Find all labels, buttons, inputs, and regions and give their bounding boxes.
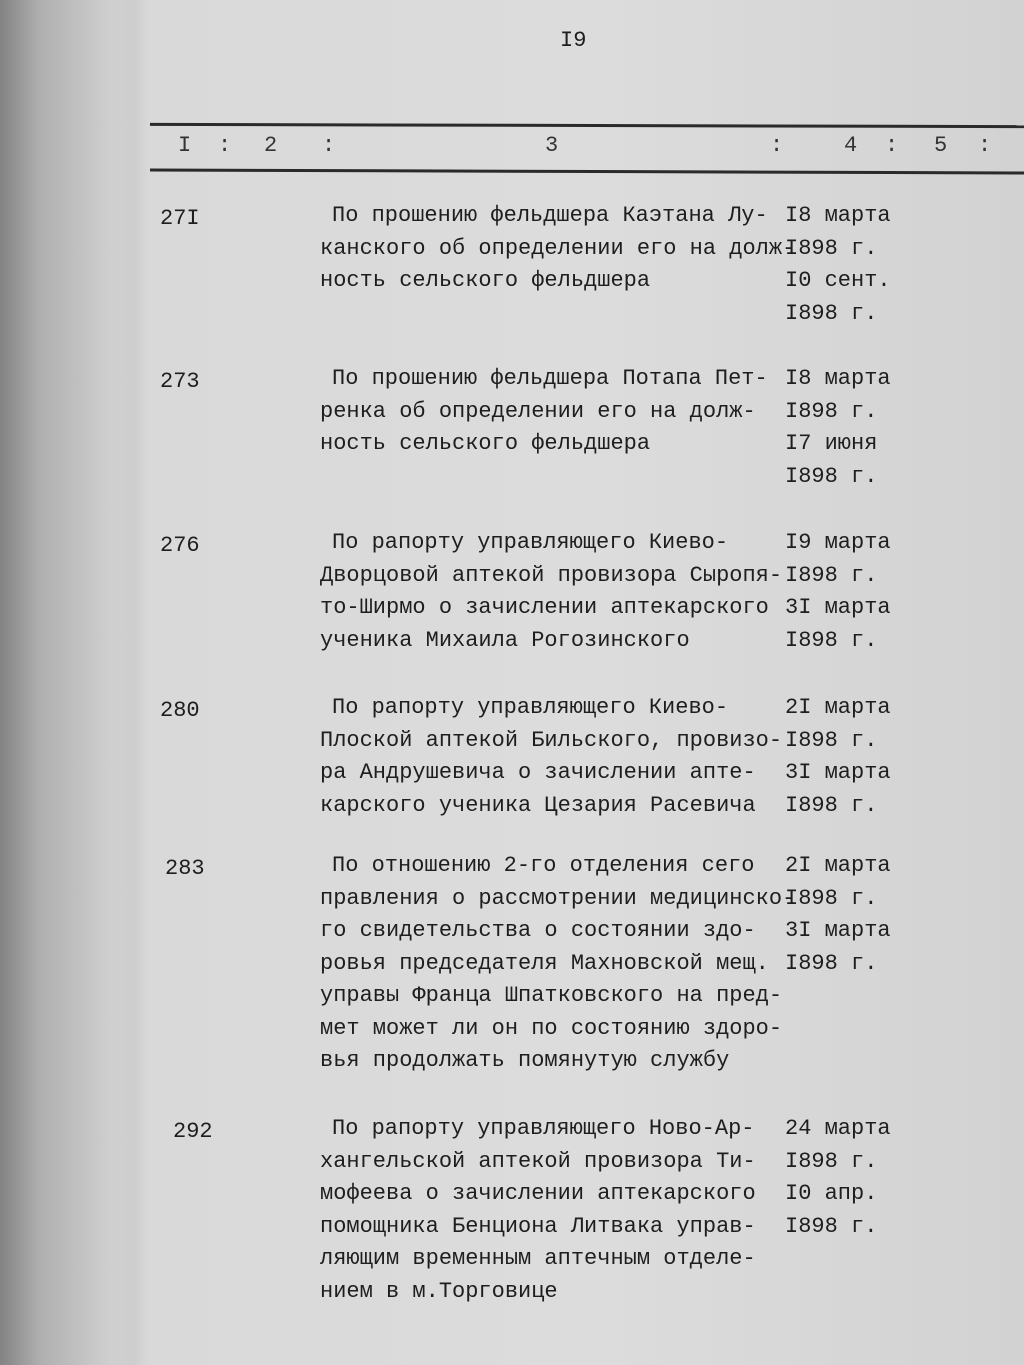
entry-text-line: По прошению фельдшера Каэтана Лу- xyxy=(332,203,768,228)
entry-text-line: ность сельского фельдшера xyxy=(320,431,651,456)
entry-number: 27I xyxy=(160,206,200,231)
entry-text-line: хангельской аптекой провизора Ти- xyxy=(320,1148,756,1174)
entry-date: 2I марта xyxy=(785,853,891,878)
header-col-2: 2 xyxy=(264,133,278,158)
header-sep: : xyxy=(978,133,992,158)
entry-text-line: По рапорту управляющего Киево- xyxy=(332,530,729,555)
entry-number: 283 xyxy=(165,856,205,881)
entry-number: 273 xyxy=(160,369,200,394)
header-top-rule xyxy=(150,123,1024,128)
entry-text-line: По прошению фельдшера Потапа Пет- xyxy=(332,366,768,391)
entry-text-line: Дворцовой аптекой провизора Сыропя- xyxy=(320,562,783,588)
entry-text-line: Плоской аптекой Бильского, провизо- xyxy=(320,727,783,753)
entry-date: I898 г. xyxy=(785,463,878,489)
entry-text-line: ра Андрушевича о зачислении апте- xyxy=(320,760,756,785)
entry-text-line: По рапорту управляющего Ново-Ар- xyxy=(332,1116,755,1141)
entry-text-line: По отношению 2-го отделения сего xyxy=(332,853,755,878)
entry-text-line: го свидетельства о состоянии здо- xyxy=(320,918,756,943)
entry-text-line: канского об определении его на долж- xyxy=(320,235,796,261)
entry-date: I898 г. xyxy=(785,398,878,424)
entry-text-line: ляющим временным аптечным отделе- xyxy=(320,1246,756,1271)
entry-date: 24 марта xyxy=(785,1116,891,1141)
entry-date: I898 г. xyxy=(785,885,878,911)
entry-text-line: управы Франца Шпатковского на пред- xyxy=(320,983,783,1008)
entry-date: I898 г. xyxy=(785,792,878,818)
entry-text-line: то-Ширмо о зачислении аптекарского xyxy=(320,595,769,620)
entry-date: I898 г. xyxy=(785,300,878,326)
header-sep: : xyxy=(885,133,899,158)
entry-text-line: мофеева о зачислении аптекарского xyxy=(320,1181,756,1206)
entry-date: 3I марта xyxy=(785,595,891,620)
entry-text-line: карского ученика Цезария Расевича xyxy=(320,792,756,818)
entry-text-line: ученика Михаила Рогозинского xyxy=(320,627,690,653)
entry-date: 2I марта xyxy=(785,695,891,720)
header-col-4: 4 xyxy=(844,133,858,158)
entry-number: 280 xyxy=(160,698,200,723)
entry-date: I898 г. xyxy=(785,562,878,588)
entry-date: I898 г. xyxy=(785,950,878,976)
entry-text-line: По рапорту управляющего Киево- xyxy=(332,695,729,720)
entry-text-line: мет может ли он по состоянию здоро- xyxy=(320,1015,783,1041)
entry-date: I898 г. xyxy=(785,727,878,753)
entry-date: I9 марта xyxy=(785,530,891,555)
header-sep: : xyxy=(322,133,336,158)
header-bottom-rule xyxy=(150,168,1024,174)
header-col-1: I xyxy=(178,133,192,158)
entry-date: 3I марта xyxy=(785,760,891,785)
page-number: I9 xyxy=(560,28,587,53)
entry-date: I898 г. xyxy=(785,627,878,653)
header-col-5: 5 xyxy=(934,133,948,158)
entry-number: 276 xyxy=(160,533,200,558)
entry-text-line: нием в м.Торговице xyxy=(320,1278,558,1304)
entry-text-line: вья продолжать помянутую службу xyxy=(320,1048,730,1073)
entry-date: I8 марта xyxy=(785,366,891,391)
entry-text-line: помощника Бенциона Литвака управ- xyxy=(320,1213,756,1239)
entry-date: I8 марта xyxy=(785,203,891,228)
header-sep: : xyxy=(218,133,232,158)
header-col-3: 3 xyxy=(545,133,559,158)
entry-date: I0 сент. xyxy=(785,268,891,293)
header-sep: : xyxy=(770,133,784,158)
entry-date: I898 г. xyxy=(785,1148,878,1174)
entry-text-line: ренка об определении его на долж- xyxy=(320,398,756,424)
entry-date: I898 г. xyxy=(785,1213,878,1239)
previous-page-edge xyxy=(0,0,140,1365)
entry-text-line: ровья председателя Махновской мещ. xyxy=(320,950,769,976)
entry-text-line: ность сельского фельдшера xyxy=(320,268,651,293)
entry-number: 292 xyxy=(173,1119,213,1144)
entry-date: 3I марта xyxy=(785,918,891,943)
entry-text-line: правления о рассмотрении медицинско- xyxy=(320,885,796,911)
entry-date: I0 апр. xyxy=(785,1181,878,1206)
entry-date: I898 г. xyxy=(785,235,878,261)
entry-date: I7 июня xyxy=(785,431,878,456)
